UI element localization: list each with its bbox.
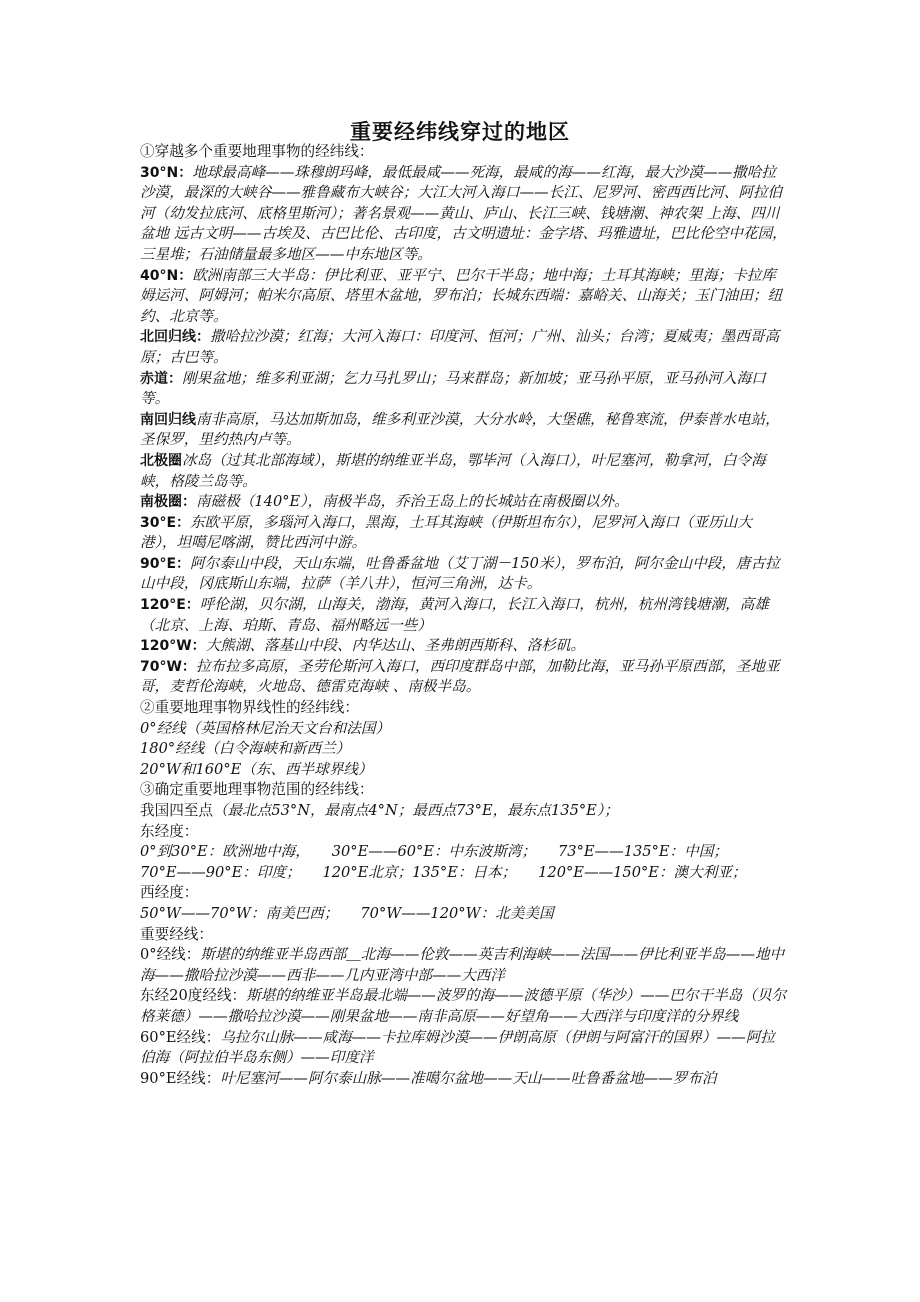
paragraph <box>140 698 788 719</box>
line-text: 地球最高峰——珠穆朗玛峰，最低最咸——死海，最咸的海——红海，最大沙漠——撒哈拉沙漠，最深的大峡谷——雅鲁藏布大峡谷；大江大河入海口——长江、尼罗河、密西西比河、阿拉伯河（幼发拉底河、底格里斯河）；著名景观——黄山、庐山、长江三峡、钱塘潮、神农架 上海、四川盆地 远古文明——古埃及、古巴比伦、古印度，古文明遗址：金字塔、玛雅遗址，巴比伦空中花园，三星堆；石油储量最多地区——中东地区等。 <box>140 163 787 263</box>
italic-line: 180°经线（白令海峡和新西兰） <box>140 740 351 758</box>
line-text: 乌拉尔山脉——咸海——卡拉库姆沙漠——伊朗高原（伊朗与阿富汗的国界）——阿拉伯海（阿拉伯半岛东侧）——印度洋 <box>140 1028 775 1067</box>
line-text: 大熊湖、落基山中段、内华达山、圣弗朗西斯科、洛杉矶。 <box>205 637 586 655</box>
paragraph <box>140 142 788 163</box>
paragraph <box>140 595 788 636</box>
line-text: 斯堪的纳维亚半岛最北端——波罗的海——波德平原（华沙）——巴尔干半岛（贝尔格莱德）——撒哈拉沙漠——刚果盆地——南非高原——好望角——大西洋与印度洋的分界线 <box>140 987 787 1025</box>
document-body <box>140 142 788 1089</box>
line-label: 北回归线： <box>140 329 210 346</box>
line-label: 40°N： <box>140 267 193 284</box>
line-label: 南极圈： <box>140 494 196 511</box>
line-label: 120°E： <box>140 597 200 614</box>
line-label: 90°E经线： <box>140 1069 221 1087</box>
paragraph <box>140 863 788 884</box>
italic-line: 0°经线（英国格林尼治天文台和法国） <box>140 719 391 737</box>
paragraph <box>140 801 788 822</box>
section-heading: ①穿越多个重要地理事物的经纬线： <box>140 143 374 160</box>
paragraph <box>140 554 788 595</box>
paragraph <box>140 266 788 328</box>
italic-line: 20°W和160°E（东、西半球界线） <box>140 760 373 778</box>
line-text: 冰岛（过其北部海域），斯堪的纳维亚半岛，鄂毕河（入海口），叶尼塞河，勒拿河，白令海峡，格陵兰岛等。 <box>140 451 766 490</box>
paragraph <box>140 780 788 801</box>
line-text: 阿尔泰山中段，天山东端，吐鲁番盆地（艾丁湖－150米），罗布泊，阿尔金山中段，唐古拉山中段，冈底斯山东端，拉萨（羊八井），恒河三角洲，达卡。 <box>140 554 780 593</box>
line-label: 我国四至点 <box>140 802 213 819</box>
paragraph <box>140 925 788 946</box>
line-label: 北极圈 <box>140 452 182 469</box>
paragraph <box>140 842 788 863</box>
paragraph <box>140 657 788 698</box>
section-heading: 重要经线： <box>140 925 213 943</box>
section-heading: ③确定重要地理事物范围的经纬线： <box>140 781 374 799</box>
line-label: 70°W： <box>140 658 196 675</box>
page-title: 重要经纬线穿过的地区 <box>350 120 570 144</box>
line-text: 南非高原，马达加斯加岛，维多利亚沙漠，大分水岭，大堡礁，秘鲁寒流，伊泰普水电站，圣保罗，里约热内卢等。 <box>140 410 780 449</box>
paragraph <box>140 410 788 451</box>
paragraph <box>140 163 788 266</box>
paragraph <box>140 636 788 657</box>
paragraph <box>140 822 788 843</box>
paragraph <box>140 1069 788 1090</box>
line-text: 欧洲南部三大半岛：伊比利亚、亚平宁、巴尔干半岛；地中海；土耳其海峡；里海；卡拉库姆运河、阿姆河；帕米尔高原、塔里木盆地，罗布泊；长城东西端：嘉峪关、山海关；玉门油田；纽约、北京等。 <box>140 266 783 325</box>
line-label: 0°经线： <box>140 946 201 964</box>
line-label: 东经20度经线： <box>140 987 247 1005</box>
paragraph <box>140 513 788 554</box>
paragraph <box>140 719 788 740</box>
line-text: 叶尼塞河——阿尔泰山脉——准噶尔盆地——天山——吐鲁番盆地——罗布泊 <box>220 1069 717 1087</box>
paragraph <box>140 760 788 781</box>
paragraph <box>140 492 788 513</box>
paragraph <box>140 883 788 904</box>
paragraph <box>140 945 788 986</box>
italic-line: 0°到30°E：欧洲地中海， 30°E——60°E：中东波斯湾； 73°E——135°E：中国； <box>140 843 728 861</box>
line-text: 斯堪的纳维亚半岛西部＿北海——伦敦——英吉利海峡——法国——伊比利亚半岛——地中海——撒哈拉沙漠——西非——几内亚湾中部——大西洋 <box>140 946 785 984</box>
line-label: 30°N： <box>140 164 193 181</box>
line-text: 拉布拉多高原，圣劳伦斯河入海口，西印度群岛中部，加勒比海，亚马孙平原西部，圣地亚哥，麦哲伦海峡，火地岛、德雷克海峡 、南极半岛。 <box>140 657 780 696</box>
line-label: 南回归线 <box>140 411 196 428</box>
paragraph <box>140 1028 788 1069</box>
paragraph <box>140 739 788 760</box>
paragraph <box>140 904 788 925</box>
line-label: 90°E： <box>140 555 191 572</box>
paragraph <box>140 327 788 368</box>
line-label: 120°W： <box>140 638 206 655</box>
section-heading: 西经度： <box>140 884 199 902</box>
line-label: 30°E： <box>140 514 191 531</box>
paragraph <box>140 451 788 492</box>
line-text: 呼伦湖，贝尔湖，山海关，渤海，黄河入海口，长江入海口，杭州，杭州湾钱塘潮，高雄（北京、上海、珀斯、青岛、福州略远一些） <box>140 596 769 634</box>
line-text: 刚果盆地；维多利亚湖；乞力马扎罗山；马来群岛；新加坡；亚马孙平原，亚马孙河入海口等。 <box>140 369 766 408</box>
italic-line: 70°E——90°E：印度； 120°E北京；135°E：日本； 120°E——150°E：澳大利亚； <box>140 863 747 881</box>
line-text: 南磁极（140°E），南极半岛，乔治王岛上的长城站在南极圈以外。 <box>196 493 629 511</box>
section-heading: ②重要地理事物界线性的经纬线： <box>140 699 359 717</box>
line-text: 撒哈拉沙漠；红海；大河入海口：印度河、恒河；广州、汕头；台湾；夏威夷；墨西哥高原；古巴等。 <box>140 328 780 366</box>
italic-line: 50°W——70°W：南美巴西； 70°W——120°W：北美美国 <box>140 904 554 922</box>
line-label: 赤道： <box>140 370 182 387</box>
line-text: 东欧平原，多瑙河入海口，黑海，土耳其海峡（伊斯坦布尔），尼罗河入海口（亚历山大港），坦噶尼喀湖，赞比西河中游。 <box>140 513 752 552</box>
line-label: 60°E经线： <box>140 1028 221 1046</box>
paragraph <box>140 369 788 410</box>
line-text: （最北点53°N，最南点4°N；最西点73°E，最东点135°E）； <box>212 802 619 819</box>
section-heading: 东经度： <box>140 822 199 840</box>
paragraph <box>140 986 788 1027</box>
